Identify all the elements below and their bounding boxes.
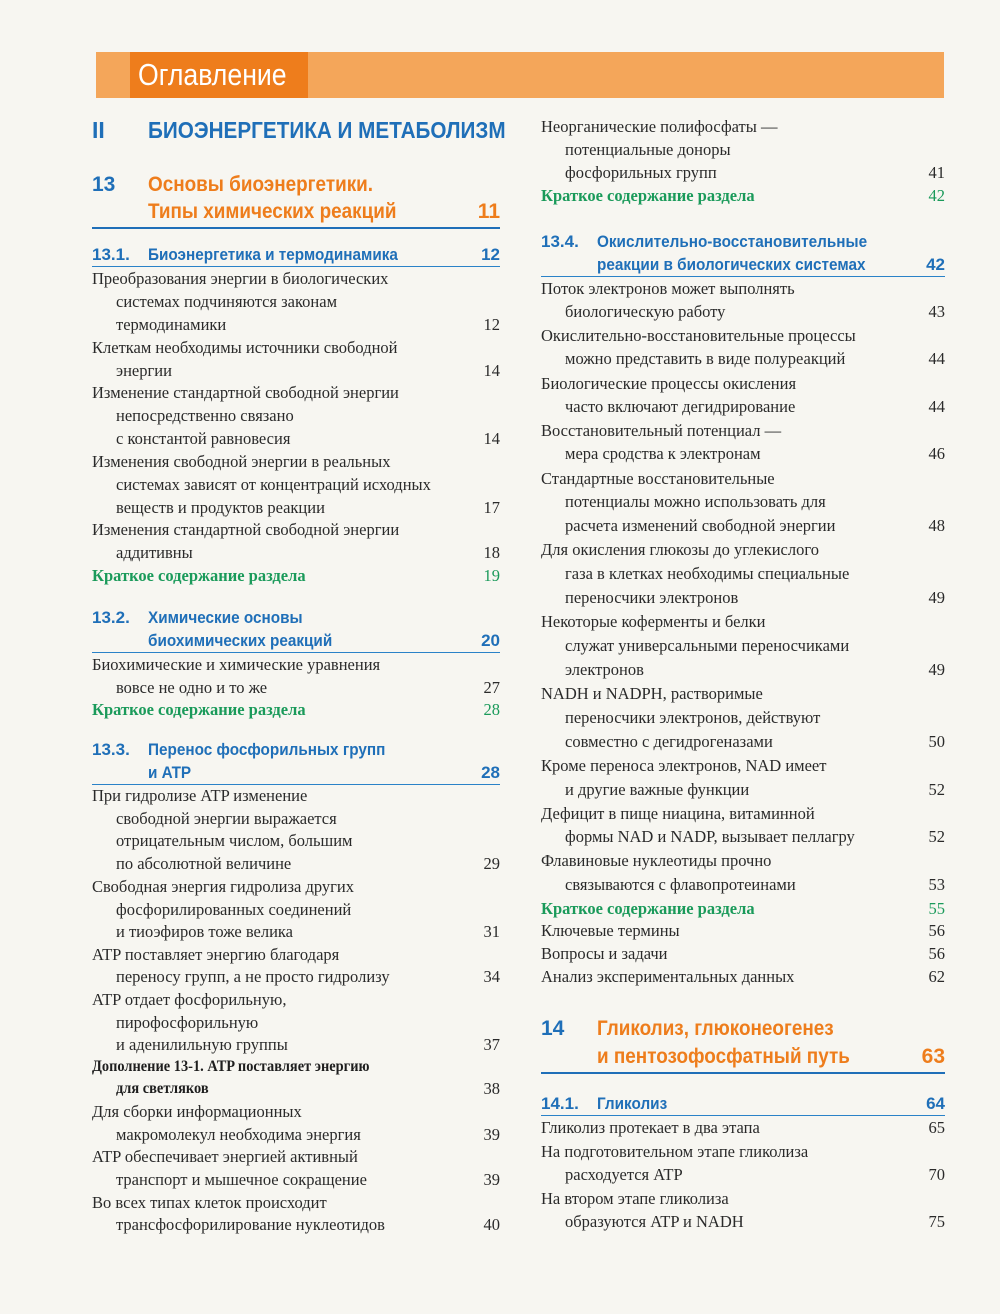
- section-page: 12: [481, 245, 500, 264]
- entry-line: Клеткам необходимы источники свободной: [92, 338, 398, 357]
- entry-page: 43: [928, 302, 945, 321]
- entry-line: Изменения стандартной свободной энергии: [92, 520, 400, 539]
- entry-line: ATP поставляет энергию благодаря: [92, 945, 340, 964]
- entry-line: Биологические процессы окисления: [541, 374, 797, 393]
- section-title-line1: Окислительно-восстановительные: [597, 232, 868, 251]
- entry-page: 29: [483, 854, 500, 873]
- entry-page: 48: [928, 516, 945, 535]
- chapter-title-line1: Основы биоэнергетики.: [148, 173, 374, 196]
- section-number: 13.2.: [92, 608, 130, 627]
- entry-line: и тиоэфиров тоже велика: [116, 922, 294, 941]
- section-rule: [92, 652, 500, 653]
- chapter-rule: [92, 227, 500, 229]
- entry-line: транспорт и мышечное сокращение: [116, 1170, 367, 1189]
- entry-line: Окислительно-восстановительные процессы: [541, 326, 856, 345]
- entry-line: Изменение стандартной свободной энергии: [92, 383, 399, 402]
- entry-line: фосфорильных групп: [565, 163, 717, 182]
- entry-line: Ключевые термины: [541, 921, 680, 940]
- chapter-page: 63: [921, 1045, 945, 1068]
- page-title: Оглавление: [138, 57, 287, 92]
- entry-line: расчета изменений свободной энергии: [565, 516, 836, 535]
- chapter-rule: [541, 1072, 945, 1074]
- entry-line: системах зависят от концентраций исходных: [116, 475, 431, 494]
- entry-line: Изменения свободной энергии в реальных: [92, 452, 391, 471]
- section-rule: [92, 266, 500, 267]
- entry-line: Вопросы и задачи: [541, 944, 668, 963]
- entry-page: 44: [928, 397, 945, 416]
- entry-line: макромолекул необходима энергия: [116, 1125, 361, 1144]
- entry-page: 18: [483, 543, 500, 562]
- entry-line: аддитивны: [116, 543, 193, 562]
- chapter-title-line1: Гликолиз, глюконеогенез: [597, 1017, 834, 1040]
- entry-line: переносу групп, а не просто гидролизу: [116, 967, 390, 986]
- summary-label: Краткое содержание раздела: [92, 700, 306, 719]
- entry-page: 37: [483, 1035, 500, 1054]
- entry-line: Дефицит в пище ниацина, витаминной: [541, 804, 815, 823]
- summary-page: 55: [928, 899, 945, 918]
- part-number: II: [92, 117, 105, 143]
- entry-page: 49: [928, 660, 945, 679]
- entry-line: На подготовительном этапе гликолиза: [541, 1142, 809, 1161]
- section-title-line2: и ATP: [148, 763, 192, 782]
- chapter-title-line2: и пентозофосфатный путь: [597, 1045, 850, 1068]
- entry-page: 44: [928, 349, 945, 368]
- summary-label: Краткое содержание раздела: [541, 899, 755, 918]
- section-page: 20: [481, 631, 500, 650]
- entry-line: фосфорилированных соединений: [116, 900, 352, 919]
- entry-line: Для окисления глюкозы до углекислого: [541, 540, 819, 559]
- entry-page: 38: [483, 1079, 500, 1098]
- entry-line: ATP обеспечивает энергией активный: [92, 1147, 358, 1166]
- entry-line: непосредственно связано: [116, 406, 294, 425]
- entry-page: 14: [483, 361, 500, 380]
- summary-page: 28: [483, 700, 500, 719]
- entry-page: 17: [483, 498, 500, 517]
- entry-page: 75: [928, 1212, 945, 1231]
- section-title-line2: биохимических реакций: [148, 631, 333, 650]
- section-number: 13.3.: [92, 740, 130, 759]
- section-title-line2: реакции в биологических системах: [597, 255, 866, 274]
- chapter-number: 14: [541, 1017, 565, 1040]
- entry-line: свободной энергии выражается: [116, 809, 337, 828]
- entry-line: можно представить в виде полуреакций: [565, 349, 846, 368]
- entry-line: Гликолиз протекает в два этапа: [541, 1118, 760, 1137]
- entry-page: 52: [928, 780, 945, 799]
- entry-page: 27: [483, 678, 500, 697]
- entry-page: 40: [483, 1215, 500, 1234]
- entry-line: служат универсальными переносчиками: [565, 636, 850, 655]
- entry-line: ATP отдает фосфорильную,: [92, 990, 287, 1009]
- entry-line: Неорганические полифосфаты —: [541, 117, 778, 136]
- section-title-line1: Перенос фосфорильных групп: [148, 740, 386, 759]
- entry-line: Кроме переноса электронов, NAD имеет: [541, 756, 827, 775]
- entry-page: 34: [483, 967, 500, 986]
- entry-line: отрицательным числом, большим: [116, 831, 353, 850]
- entry-line: совместно с дегидрогеназами: [565, 732, 773, 751]
- entry-page: 50: [928, 732, 945, 751]
- chapter-page: 11: [477, 200, 500, 223]
- section-rule: [541, 276, 945, 277]
- entry-line: Биохимические и химические уравнения: [92, 655, 381, 674]
- entry-page: 53: [928, 875, 945, 894]
- summary-label: Краткое содержание раздела: [541, 186, 755, 205]
- entry-line: с константой равновесия: [116, 429, 291, 448]
- section-title: Гликолиз: [597, 1094, 668, 1113]
- section-page: 42: [926, 255, 945, 274]
- entry-page: 49: [928, 588, 945, 607]
- entry-line: потенциалы можно использовать для: [565, 492, 826, 511]
- chapter-number: 13: [92, 173, 116, 196]
- entry-page: 14: [483, 429, 500, 448]
- entry-line: Преобразования энергии в биологических: [92, 269, 389, 288]
- part-title: БИОЭНЕРГЕТИКА И МЕТАБОЛИЗМ: [148, 117, 506, 143]
- entry-line: по абсолютной величине: [116, 854, 292, 873]
- summary-page: 19: [483, 566, 500, 585]
- entry-line: Некоторые коферменты и белки: [541, 612, 766, 631]
- section-page: 64: [926, 1094, 945, 1113]
- entry-line: переносчики электронов, действуют: [565, 708, 821, 727]
- section-number: 13.4.: [541, 232, 579, 251]
- entry-page: 41: [928, 163, 945, 182]
- entry-line: связываются с флавопротеинами: [565, 875, 796, 894]
- entry-page: 56: [928, 921, 945, 940]
- entry-line: энергии: [116, 361, 172, 380]
- entry-line: переносчики электронов: [565, 588, 739, 607]
- chapter-title-line2: Типы химических реакций: [148, 200, 397, 223]
- entry-line: вовсе не одно и то же: [116, 678, 268, 697]
- entry-line: Во всех типах клеток происходит: [92, 1193, 327, 1212]
- entry-line: Анализ экспериментальных данных: [541, 967, 795, 986]
- entry-line: системах подчиняются законам: [116, 292, 338, 311]
- entry-page: 70: [928, 1165, 945, 1184]
- entry-line: При гидролизе ATP изменение: [92, 786, 308, 805]
- entry-page: 62: [928, 967, 945, 986]
- entry-page: 46: [928, 444, 945, 463]
- section-rule: [541, 1115, 945, 1116]
- section-title: Биоэнергетика и термодинамика: [148, 245, 398, 264]
- entry-line: NADH и NADPH, растворимые: [541, 684, 763, 703]
- entry-line: Поток электронов может выполнять: [541, 279, 795, 298]
- entry-page: 12: [483, 315, 500, 334]
- entry-line: пирофосфорильную: [116, 1013, 259, 1032]
- entry-line: На втором этапе гликолиза: [541, 1189, 729, 1208]
- entry-line: образуются ATP и NADH: [565, 1212, 744, 1231]
- box-line: для светляков: [116, 1080, 209, 1097]
- section-number: 14.1.: [541, 1094, 579, 1113]
- entry-line: формы NAD и NADP, вызывает пеллагру: [565, 827, 855, 846]
- entry-line: потенциальные доноры: [565, 140, 731, 159]
- entry-line: термодинамики: [116, 315, 227, 334]
- entry-page: 39: [483, 1170, 500, 1189]
- entry-line: и аденилильную группы: [116, 1035, 288, 1054]
- section-number: 13.1.: [92, 245, 130, 264]
- entry-page: 31: [483, 922, 500, 941]
- entry-line: Стандартные восстановительные: [541, 469, 775, 488]
- entry-line: веществ и продуктов реакции: [116, 498, 325, 517]
- entry-line: Свободная энергия гидролиза других: [92, 877, 354, 896]
- entry-page: 65: [928, 1118, 945, 1137]
- entry-line: Для сборки информационных: [92, 1102, 302, 1121]
- entry-line: трансфосфорилирование нуклеотидов: [116, 1215, 385, 1234]
- section-page: 28: [481, 763, 500, 782]
- entry-page: 56: [928, 944, 945, 963]
- entry-line: Восстановительный потенциал —: [541, 421, 782, 440]
- entry-line: электронов: [565, 660, 644, 679]
- entry-line: Флавиновые нуклеотиды прочно: [541, 851, 772, 870]
- entry-page: 52: [928, 827, 945, 846]
- entry-line: расходуется ATP: [565, 1165, 683, 1184]
- entry-line: газа в клетках необходимы специальные: [565, 564, 850, 583]
- entry-page: 39: [483, 1125, 500, 1144]
- box-line: Дополнение 13-1. ATP поставляет энергию: [92, 1058, 370, 1075]
- section-title-line1: Химические основы: [148, 608, 303, 627]
- entry-line: часто включают дегидрирование: [565, 397, 796, 416]
- entry-line: мера сродства к электронам: [565, 444, 761, 463]
- entry-line: биологическую работу: [565, 302, 726, 321]
- summary-page: 42: [928, 186, 945, 205]
- summary-label: Краткое содержание раздела: [92, 566, 306, 585]
- entry-line: и другие важные функции: [565, 780, 750, 799]
